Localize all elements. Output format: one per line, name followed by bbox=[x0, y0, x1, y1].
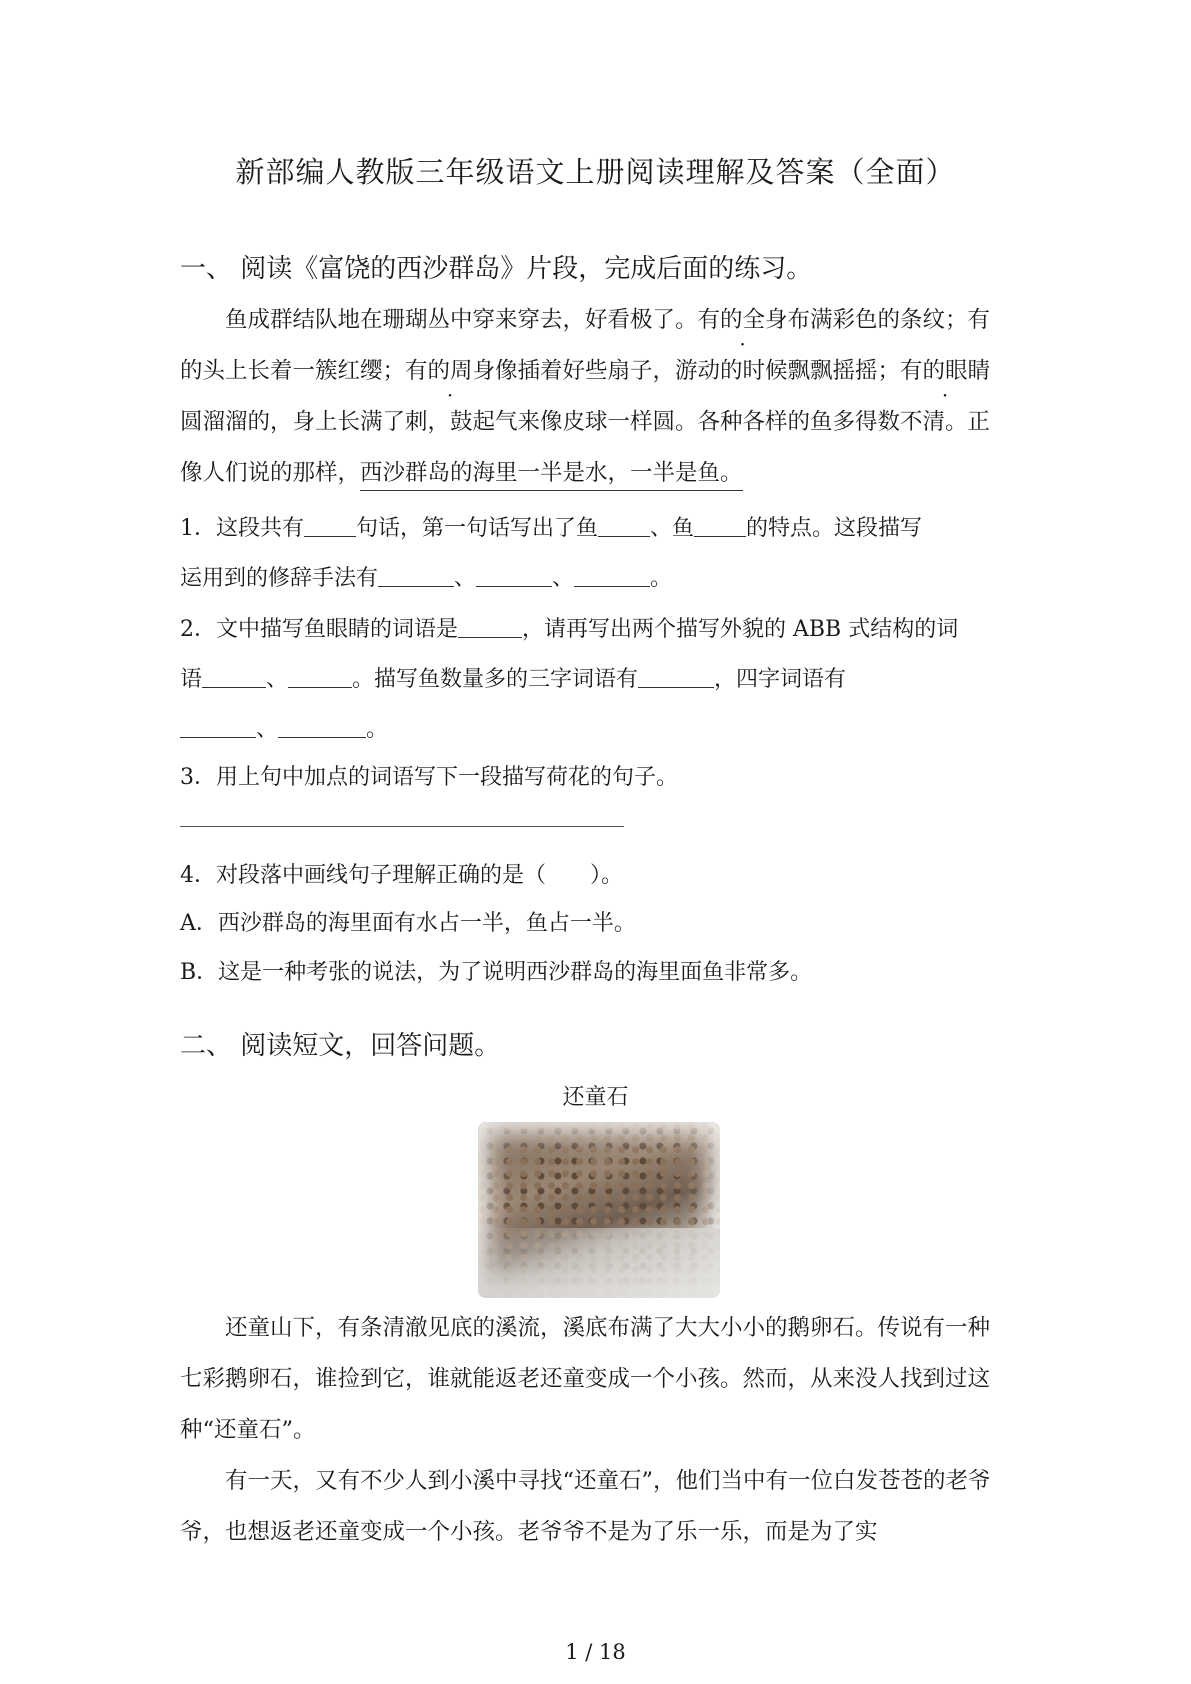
q2-blank-abb-2[interactable] bbox=[288, 667, 352, 688]
q2-text-b: ，请再写出两个描写外貌的 ABB 式结构的词 bbox=[522, 617, 959, 642]
question-4: 4．对段落中画线句子理解正确的是（ ）。 bbox=[180, 863, 623, 888]
section1-heading: 一、 阅读《富饶的西沙群岛》片段，完成后面的练习。 bbox=[180, 254, 813, 284]
q1-text-g: 、 bbox=[552, 566, 575, 591]
q1-blank-count[interactable] bbox=[304, 516, 356, 537]
q1-text-d: 的特点。这段描写 bbox=[746, 516, 923, 541]
option-b[interactable]: B．这是一种考张的说法，为了说明西沙群岛的海里面鱼非常多。 bbox=[180, 960, 813, 985]
story-p2-text: 有一天，又有不少人到小溪中寻找“还童石”，他们当中有一位白发苍苍的老爷爷，也想返老还童变成一个小孩。老爷爷不是为了乐一乐，而是为了实 bbox=[180, 1468, 991, 1545]
q1-blank-rhetoric-1[interactable] bbox=[378, 566, 454, 587]
q2-blank-eye-word[interactable] bbox=[458, 617, 522, 638]
q1-blank-feature-1[interactable] bbox=[598, 516, 650, 537]
q3-answer-line[interactable] bbox=[180, 826, 624, 827]
q1-text-e: 运用到的修辞手法有 bbox=[180, 566, 379, 591]
section1-passage bbox=[180, 295, 1010, 499]
pebble-stream-photo bbox=[478, 1122, 720, 1298]
underlined-sentence: 西沙群岛的海里一半是水，一半是鱼。 bbox=[360, 460, 743, 491]
q2-text-g: 、 bbox=[256, 717, 279, 742]
story-p1-text: 还童山下，有条清澈见底的溪流，溪底布满了大大小小的鹅卵石。传说有一种七彩鹅卵石，谁捡到它，谁就能返老还童变成一个小孩。然而，从来没人找到过这种“还童石”。 bbox=[180, 1315, 991, 1443]
q1-blank-rhetoric-3[interactable] bbox=[574, 566, 650, 587]
dotted-word-3: 有的 bbox=[900, 358, 946, 384]
q2-text-e: 。描写鱼数量多的三字词语有 bbox=[352, 667, 639, 692]
section2-heading: 二、 阅读短文，回答问题。 bbox=[180, 1031, 501, 1061]
q1-text-c: 、鱼 bbox=[650, 516, 695, 541]
question-2-line-2 bbox=[180, 667, 846, 691]
q1-text-h: 。 bbox=[650, 566, 673, 591]
q2-blank-four-char-1[interactable] bbox=[180, 717, 256, 738]
q1-blank-feature-2[interactable] bbox=[694, 516, 746, 537]
q2-text-a: 2．文中描写鱼眼睛的词语是 bbox=[180, 617, 458, 642]
q2-blank-abb-1[interactable] bbox=[202, 667, 266, 688]
question-3: 3．用上句中加点的词语写下一段描写荷花的句子。 bbox=[180, 765, 678, 790]
q2-text-c: 语 bbox=[180, 667, 203, 692]
page-title: 新部编人教版三年级语文上册阅读理解及答案（全面） bbox=[235, 155, 956, 189]
story-paragraph-2 bbox=[180, 1456, 1010, 1558]
q2-blank-four-char-2[interactable] bbox=[278, 717, 366, 738]
story-paragraph-1 bbox=[180, 1303, 1010, 1456]
story-title: 还童石 bbox=[562, 1085, 629, 1110]
page-number: 1 / 18 bbox=[565, 1640, 626, 1664]
question-2-line-3 bbox=[180, 717, 388, 741]
passage-sentence-2: 全身布满彩色的条纹；有的头上长着一簇红缨； bbox=[180, 307, 991, 384]
question-1-line-2 bbox=[180, 566, 672, 590]
q2-text-d: 、 bbox=[266, 667, 289, 692]
dotted-word-1: 有的 bbox=[697, 307, 743, 333]
question-1-line-1 bbox=[180, 516, 922, 540]
q1-blank-rhetoric-2[interactable] bbox=[476, 566, 552, 587]
q2-text-f: ，四字词语有 bbox=[714, 667, 847, 692]
q1-text-b: 句话，第一句话写出了鱼 bbox=[356, 516, 599, 541]
passage-sentence-3: 周身像插着好些扇子，游动的时候飘飘摇摇； bbox=[450, 358, 901, 384]
dotted-word-2: 有的 bbox=[405, 358, 451, 384]
option-a[interactable]: A．西沙群岛的海里面有水占一半，鱼占一半。 bbox=[180, 911, 636, 936]
passage-sentence-1: 鱼成群结队地在珊瑚丛中穿来穿去，好看极了。 bbox=[225, 307, 698, 333]
passage-sentence-4: 眼睛圆溜溜的，身上长满了刺，鼓起气来像皮球一样圆。各种各样的鱼多得数不清。正像人们说的那样， bbox=[180, 358, 991, 486]
q1-text-a: 1．这段共有 bbox=[180, 516, 304, 541]
q1-text-f: 、 bbox=[454, 566, 477, 591]
question-2-line-1 bbox=[180, 617, 958, 641]
q2-blank-three-char[interactable] bbox=[638, 667, 714, 688]
q2-text-h: 。 bbox=[366, 717, 389, 742]
